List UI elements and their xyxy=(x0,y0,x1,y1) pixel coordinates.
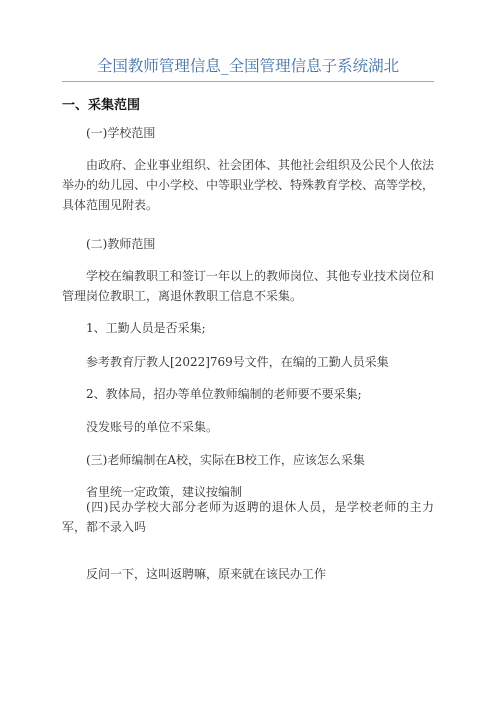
subheading-private-school: (四)民办学校大部分老师为返聘的退休人员，是学校老师的主力军，都不录入吗 xyxy=(62,500,434,534)
paragraph-teacher-scope: 学校在编教职工和签订一年以上的教师岗位、其他专业技术岗位和管理岗位教职工，离退休教职工信息不采集。 xyxy=(62,269,435,303)
subheading-school-scope: (一)学校范围 xyxy=(86,126,156,140)
subheading-ab-school: (三)老师编制在A校，实际在B校工作，应该怎么采集 xyxy=(86,453,365,467)
question-service-staff: 1、工勤人员是否采集; xyxy=(86,321,206,335)
answer-private-school: 反问一下，这叫返聘嘛，原来就在该民办工作 xyxy=(86,567,327,581)
title-divider xyxy=(62,81,434,82)
subheading-teacher-scope: (二)教师范围 xyxy=(86,237,156,251)
answer-ab-school: 省里统一定政策，建议按编制 xyxy=(86,485,243,499)
document-title: 全国教师管理信息_全国管理信息子系统湖北 xyxy=(96,57,400,75)
section-heading: 一、采集范围 xyxy=(62,98,141,113)
question-bureau-staff: 2、教体局，招办等单位教师编制的老师要不要采集; xyxy=(86,387,362,401)
paragraph-school-scope: 由政府、企业事业组织、社会团体、其他社会组织及公民个人依法举办的幼儿园、中小学校、中等职业学校、特殊教育学校、高等学校，具体范围见附表。 xyxy=(62,158,435,212)
answer-service-staff: 参考教育厅教人[2022]769号文件，在编的工勤人员采集 xyxy=(86,355,389,369)
answer-bureau-staff: 没发账号的单位不采集。 xyxy=(86,420,219,434)
